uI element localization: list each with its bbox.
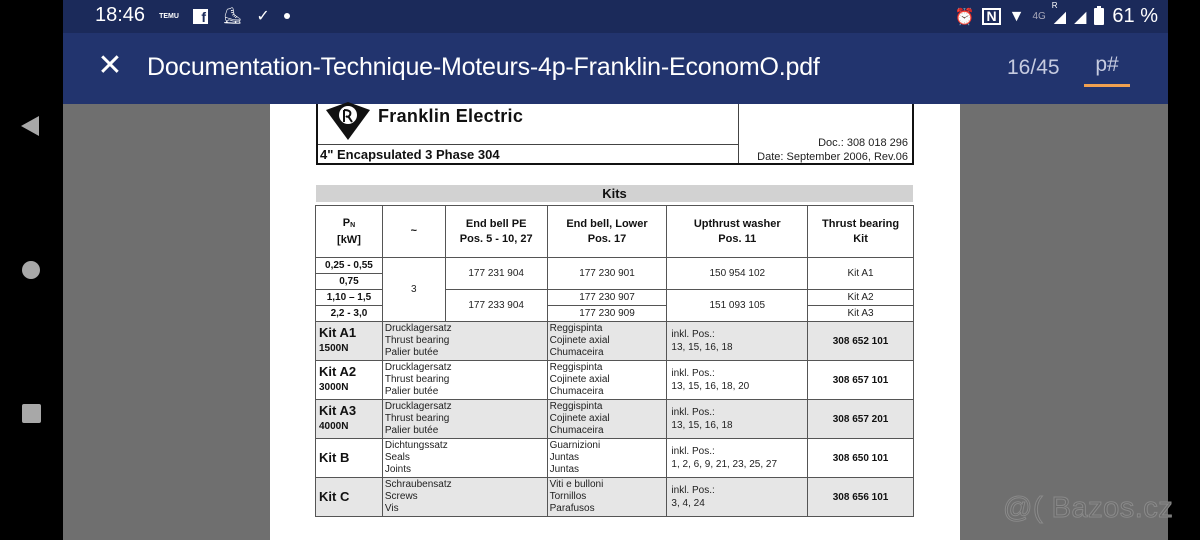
desc-line: Chumaceira: [549, 386, 604, 397]
desc-line: Palier butée: [384, 425, 439, 436]
header-text: Pos. 11: [718, 232, 757, 245]
desc-line: Dichtungssatz: [384, 440, 448, 451]
header-text: End bell PE: [465, 217, 527, 230]
home-icon[interactable]: [22, 261, 40, 279]
status-bar: [63, 0, 1168, 33]
doc-number: Doc.: 308 018 296: [818, 137, 908, 149]
kit-load: 4000N: [319, 421, 349, 432]
header-text: Thrust bearing: [822, 217, 900, 230]
download-done-icon: ✓: [256, 8, 270, 25]
close-icon: ✕: [97, 49, 123, 82]
desc-line: Reggispinta: [549, 323, 603, 334]
desc-line: Cojinete axial: [549, 413, 610, 424]
positions: 1, 2, 6, 9, 21, 23, 25, 27: [671, 459, 778, 470]
facebook-icon: f: [193, 9, 208, 24]
kit-desc-de-en-fr: [382, 361, 547, 400]
clock: 18:46: [95, 4, 146, 26]
upthrust-cell: 150 954 102: [667, 258, 808, 290]
pdf-page: [270, 104, 960, 540]
kit-row: [316, 361, 914, 400]
pdf-viewport[interactable]: [63, 104, 1168, 540]
roaming-indicator: R: [1051, 0, 1058, 10]
alarm-icon: ⏰: [954, 8, 975, 26]
kit-name-cell: [316, 322, 383, 361]
screen-edge: [1168, 0, 1200, 540]
kit-part-number: 308 656 101: [808, 478, 914, 517]
kit-positions: [667, 439, 808, 478]
end-bell-lower-cell: 177 230 901: [547, 258, 667, 290]
end-bell-lower-cell: 177 230 909: [547, 306, 667, 322]
header-divider: [318, 144, 738, 145]
desc-line: Drucklagersatz: [384, 323, 452, 334]
franklin-logo-icon: [324, 102, 372, 140]
document-title: Documentation-Technique-Moteurs-4p-Franklin-EconomO.pdf: [147, 53, 820, 81]
upthrust-cell: 151 093 105: [667, 290, 808, 322]
go-to-page-label: p#: [1095, 53, 1119, 76]
kit-name: Kit C: [319, 489, 350, 504]
pdf-viewer-toolbar: [63, 33, 1168, 104]
system-icons: [954, 0, 1158, 28]
header-text: Pos. 17: [587, 232, 627, 245]
table-row: [316, 258, 914, 274]
incl-label: inkl. Pos.:: [671, 368, 715, 379]
kit-name: Kit B: [319, 450, 350, 465]
nfc-icon: N: [982, 8, 1000, 25]
temu-notification-icon: TEMU: [159, 12, 179, 20]
desc-line: Chumaceira: [549, 425, 604, 436]
close-button[interactable]: [97, 51, 123, 81]
kit-positions: [667, 400, 808, 439]
notification-icons: [159, 6, 290, 26]
header-text: End bell, Lower: [566, 217, 648, 230]
kit-name-cell: [316, 478, 383, 517]
positions: 3, 4, 24: [671, 498, 705, 509]
desc-line: Screws: [384, 491, 418, 502]
kit-name-cell: [316, 361, 383, 400]
header-text: Upthrust washer: [693, 217, 781, 230]
pn-cell: 2,2 - 3,0: [316, 306, 383, 322]
desc-line: Thrust bearing: [384, 335, 450, 346]
brand-name: Franklin Electric: [378, 106, 524, 126]
kit-row: [316, 439, 914, 478]
header-vertical-divider: [738, 104, 739, 163]
header-upthrust-washer: [667, 206, 808, 258]
kit-row: [316, 322, 914, 361]
thrust-kit-cell: Kit A2: [808, 290, 914, 306]
desc-line: Juntas: [549, 464, 580, 475]
document-subtitle: 4" Encapsulated 3 Phase 304: [320, 147, 500, 162]
desc-line: Tornillos: [549, 491, 587, 502]
kit-name: Kit A1: [319, 325, 357, 340]
back-icon[interactable]: [21, 116, 39, 136]
end-bell-pe-cell: 177 233 904: [445, 290, 547, 322]
kit-desc-it-es-pt: [547, 322, 667, 361]
signal-icon: ◢: [1074, 8, 1087, 26]
kit-desc-it-es-pt: [547, 439, 667, 478]
desc-line: Palier butée: [384, 347, 439, 358]
thrust-kit-cell: Kit A3: [808, 306, 914, 322]
incl-label: inkl. Pos.:: [671, 407, 715, 418]
end-bell-pe-cell: 177 231 904: [445, 258, 547, 290]
pn-symbol: P: [342, 216, 351, 229]
shoe-icon: ⛸: [222, 8, 243, 25]
kit-part-number: 308 650 101: [808, 439, 914, 478]
kit-part-number: 308 657 101: [808, 361, 914, 400]
kit-row: [316, 400, 914, 439]
incl-label: inkl. Pos.:: [671, 329, 715, 340]
watermark: @( Bazos.cz: [1003, 492, 1174, 524]
kit-positions: [667, 322, 808, 361]
kit-positions: [667, 361, 808, 400]
desc-line: Drucklagersatz: [384, 362, 452, 373]
desc-line: Reggispinta: [549, 362, 603, 373]
go-to-page-underline: [1084, 84, 1130, 87]
kit-name-cell: [316, 400, 383, 439]
header-phase: ~: [382, 206, 445, 258]
desc-line: Palier butée: [384, 386, 439, 397]
pn-cell: 1,10 – 1,5: [316, 290, 383, 306]
kit-row: [316, 478, 914, 517]
positions: 13, 15, 16, 18: [671, 420, 733, 431]
kit-part-number: 308 652 101: [808, 322, 914, 361]
desc-line: Vis: [384, 503, 399, 514]
end-bell-lower-cell: 177 230 907: [547, 290, 667, 306]
kit-desc-it-es-pt: [547, 478, 667, 517]
kit-name: Kit A3: [319, 403, 357, 418]
system-navigation-bar: [0, 0, 63, 540]
incl-label: inkl. Pos.:: [671, 485, 715, 496]
kit-desc-de-en-fr: [382, 478, 547, 517]
kit-load: 1500N: [319, 343, 349, 354]
wifi-icon: ▼: [1008, 7, 1025, 25]
signal-roaming-icon: ◢ R: [1051, 0, 1067, 26]
desc-line: Thrust bearing: [384, 413, 450, 424]
recents-icon[interactable]: [22, 404, 41, 423]
kit-desc-it-es-pt: [547, 400, 667, 439]
header-end-bell-pe: [445, 206, 547, 258]
desc-line: Parafusos: [549, 503, 595, 514]
desc-line: Viti e bulloni: [549, 479, 604, 490]
page-indicator: 16/45: [1007, 56, 1060, 79]
positions: 13, 15, 16, 18: [671, 342, 733, 353]
desc-line: Chumaceira: [549, 347, 604, 358]
header-thrust-bearing-kit: [808, 206, 914, 258]
battery-percent: 61 %: [1112, 5, 1158, 27]
battery-icon: [1094, 8, 1104, 25]
desc-line: Seals: [384, 452, 410, 463]
logo-area: [318, 104, 738, 144]
kit-name: Kit A2: [319, 364, 357, 379]
table-header-row: [316, 206, 914, 258]
pn-unit: [kW]: [337, 233, 361, 246]
positions: 13, 15, 16, 18, 20: [671, 381, 750, 392]
kits-table: [315, 205, 914, 517]
kit-desc-de-en-fr: [382, 439, 547, 478]
dot-icon: [284, 13, 290, 19]
desc-line: Joints: [384, 464, 412, 475]
header-text: Kit: [853, 232, 868, 245]
go-to-page-button[interactable]: [1084, 53, 1130, 87]
kit-desc-it-es-pt: [547, 361, 667, 400]
phase-cell: 3: [382, 258, 445, 322]
desc-line: Reggispinta: [549, 401, 603, 412]
kit-positions: [667, 478, 808, 517]
incl-label: inkl. Pos.:: [671, 446, 715, 457]
desc-line: Schraubensatz: [384, 479, 452, 490]
kit-desc-de-en-fr: [382, 400, 547, 439]
network-type: 4G: [1032, 11, 1046, 22]
kit-part-number: 308 657 201: [808, 400, 914, 439]
kit-desc-de-en-fr: [382, 322, 547, 361]
desc-line: Cojinete axial: [549, 335, 610, 346]
pn-cell: 0,25 - 0,55: [316, 258, 383, 274]
desc-line: Cojinete axial: [549, 374, 610, 385]
desc-line: Guarnizioni: [549, 440, 601, 451]
thrust-kit-cell: Kit A1: [808, 258, 914, 290]
header-text: Pos. 5 - 10, 27: [459, 232, 533, 245]
section-title: Kits: [316, 185, 913, 202]
kit-name-cell: [316, 439, 383, 478]
doc-date: Date: September 2006, Rev.06: [757, 151, 908, 163]
header-pn: [316, 206, 383, 258]
document-header: [316, 104, 914, 165]
header-end-bell-lower: [547, 206, 667, 258]
desc-line: Drucklagersatz: [384, 401, 452, 412]
desc-line: Thrust bearing: [384, 374, 450, 385]
desc-line: Juntas: [549, 452, 580, 463]
kit-load: 3000N: [319, 382, 349, 393]
pn-cell: 0,75: [316, 274, 383, 290]
pn-subscript: N: [350, 221, 356, 229]
